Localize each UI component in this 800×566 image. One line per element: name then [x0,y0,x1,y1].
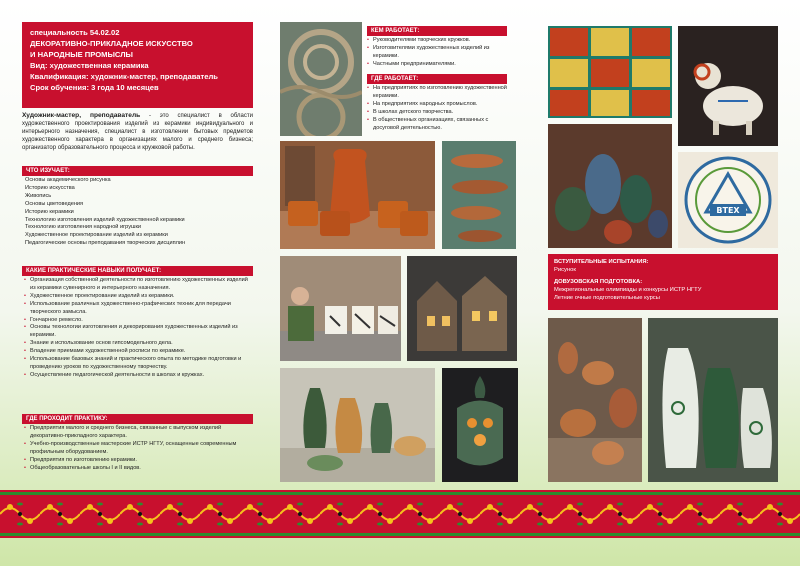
fish-hangings-image [442,141,516,249]
title-line-1: ДЕКОРАТИВНО-ПРИКЛАДНОЕ ИСКУССТВО [30,39,193,48]
ornamental-band [0,490,800,538]
list-item: • Основы технологии изготовления и декорирования художественных изделий из керамики. [24,324,253,340]
list-item: Художественное проектирование изделий из керамики [25,232,168,239]
list-item: • Художественное проектирование изделий из керамики. [24,293,253,301]
where-works-list [367,85,507,132]
practice-section [22,414,253,472]
list-item: Живопись [25,192,52,199]
green-vases-image [280,368,435,482]
photo-bottle-vases [648,318,778,482]
who-works-list [367,37,507,69]
floral-ornament [0,490,800,538]
jug-mugs-image [280,141,435,249]
who-works-section [367,26,507,69]
list-item: • В школах детского творчества. [367,109,507,117]
photo-outdoor-ceramics [548,318,642,482]
who-works-title: КЕМ РАБОТАЕТ: [367,26,507,36]
list-item: • На предприятиях народных промыслов. [367,101,507,109]
list-item: • Учебно-производственные мастерские ИСТР НГТУ, оснащенные современным профильным оборудованием. [24,441,253,457]
photo-jug-mugs [280,141,435,249]
bottle-vases-image [648,318,778,482]
kind-line: Вид: художественная керамика [30,61,149,70]
header-block [22,22,253,108]
intro-paragraph [22,112,253,152]
list-item: • Знание и использование основ гипсомодельного дела. [24,340,253,348]
duration-line: Срок обучения: 3 года 10 месяцев [30,83,159,92]
exams-value: Рисунок [554,267,576,273]
photo-painted-pots [548,124,672,248]
plate-image [678,152,778,248]
where-works-section [367,74,507,132]
skills-list [22,277,253,380]
exams-title: ВСТУПИТЕЛЬНЫЕ ИСПЫТАНИЯ: [554,259,649,265]
ram-toy-image [678,26,778,146]
prep-line-1: Межрегиональные олимпиады и конкурсы ИСТР НГТУ [554,287,702,293]
studies-title: ЧТО ИЗУЧАЕТ: [22,166,253,176]
skills-title: КАКИЕ ПРАКТИЧЕСКИЕ НАВЫКИ ПОЛУЧАЕТ: [22,266,253,276]
intro-lead: Художник-мастер, преподаватель [22,112,141,119]
intro-text: - это специалист в области художественного проектирования изделий из керамики индивидуального и интерьерного назначения, специалист в изготовлении бытовых предметов художественного характера в организациях малого и среднего бизнеса; организатор образовательного процесса и кружковой работы. [22,113,253,151]
list-item: • Организация собственной деятельности по изготовлению художественных изделий из керамики сувенирного и интерьерного назначения. [24,277,253,293]
specialty-code: специальность 54.02.02 [30,28,120,37]
lantern-dark-image [442,368,518,482]
photo-green-vases [280,368,435,482]
list-item: Историю керамики [25,208,74,215]
list-item: • Предприятия по изготовлению керамики. [24,457,253,465]
photo-lantern-houses [407,256,517,361]
outdoor-ceramics-image [548,318,642,482]
list-item: • В общественных организациях, связанных с досуговой деятельностью. [367,117,507,133]
qualification-line: Квалификация: художник-мастер, преподаватель [30,72,218,81]
list-item: Технологию изготовления изделий художественной керамики [25,216,185,223]
carved-panel-image [280,22,362,136]
painted-pots-image [548,124,672,248]
list-item: • Предприятия малого и среднего бизнеса, связанные с выпуском изделий декоративно-прикладного характера. [24,425,253,441]
list-item: • Осуществление педагогической деятельности в школах и кружках. [24,372,253,380]
list-item: • Изготовителями художественных изделий из керамики. [367,45,507,61]
photo-lantern-dark [442,368,518,482]
list-item: • Частными предпринимателями. [367,61,507,69]
list-item: Технологию изготовления народной игрушки [25,224,142,231]
list-item: Основы цветоведения [25,200,84,207]
title-line-2: И НАРОДНЫЕ ПРОМЫСЛЫ [30,50,133,59]
list-item: Основы академического рисунка [25,177,111,183]
admission-block [548,254,778,310]
practice-list [22,425,253,472]
photo-fish-hangings [442,141,516,249]
list-item: Историю искусства [25,184,75,191]
photo-tiles [548,26,672,118]
list-item: • Использование различных художественно-графических техник для передачи творческого замысла. [24,301,253,317]
skills-section [22,266,253,380]
photo-carved-panel [280,22,362,136]
studies-list [22,177,253,248]
photo-ram-toy [678,26,778,146]
studies-section [22,166,253,248]
plate-inscription: ВТЕХ [716,206,740,215]
list-item: Педагогические основы преподавания творческих дисциплин [25,240,186,247]
list-item: • Руководителями творческих кружков. [367,37,507,45]
list-item: • На предприятиях по изготовлению художественной керамики. [367,85,507,101]
prep-line-2: Летние очные подготовительные курсы [554,295,660,301]
where-works-title: ГДЕ РАБОТАЕТ: [367,74,507,84]
photo-student-drawings [280,256,401,361]
practice-title: ГДЕ ПРОХОДИТ ПРАКТИКУ: [22,414,253,424]
list-item: • Гончарное ремесло. [24,317,253,325]
student-drawings-image [280,256,401,361]
tiles-image [548,26,672,118]
list-item: • Использование базовых знаний и практического опыта по методике подготовки и проведению уроков по художественному творчеству. [24,356,253,372]
lantern-houses-image [407,256,517,361]
photo-plate [678,152,778,248]
prep-title: ДОВУЗОВСКАЯ ПОДГОТОВКА: [554,279,643,285]
list-item: • Общеобразовательные школы I и II видов. [24,465,253,473]
list-item: • Владение приемами художественной росписи по керамике. [24,348,253,356]
